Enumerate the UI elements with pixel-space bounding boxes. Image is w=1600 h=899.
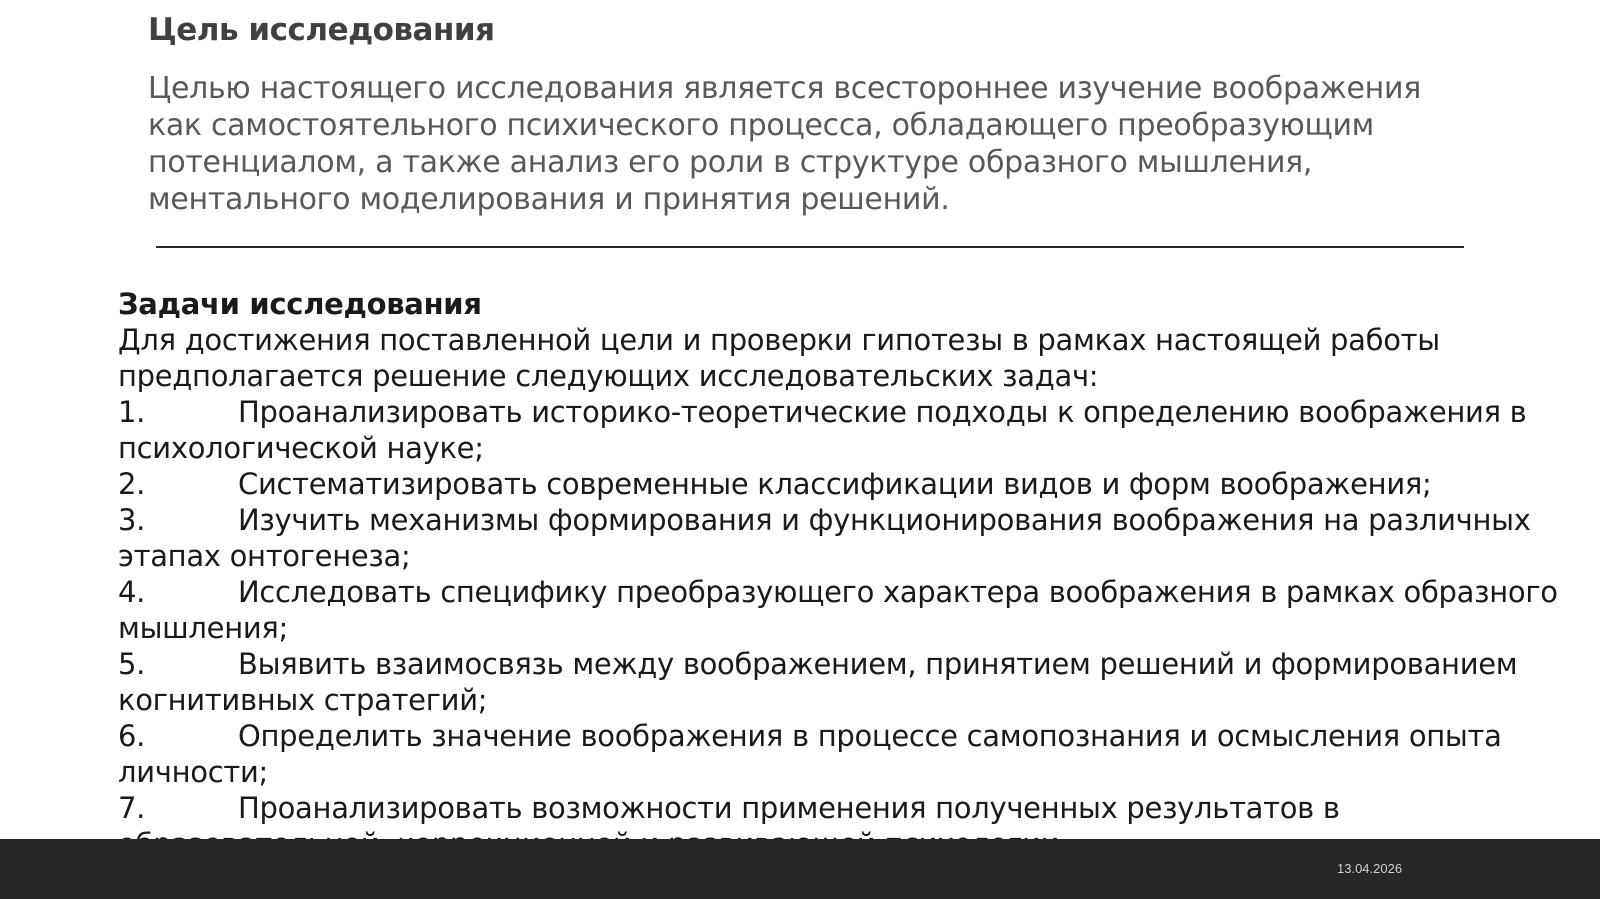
tasks-section xyxy=(118,286,1588,862)
task-text: Изучить механизмы формирования и функционирования воображения на различных xyxy=(238,503,1531,537)
task-text: Определить значение воображения в процессе самопознания и осмысления опыта xyxy=(238,719,1502,753)
task-text-continuation: этапах онтогенеза; xyxy=(118,539,411,573)
section-divider xyxy=(156,246,1464,248)
task-item-3 xyxy=(118,502,1588,574)
task-number: 3. xyxy=(118,503,146,537)
intro-line: предполагается решение следующих исследовательских задач: xyxy=(118,359,1099,393)
goal-paragraph xyxy=(148,70,1468,218)
goal-line: потенциалом, а также анализ его роли в структуре образного мышления, xyxy=(148,145,1313,180)
tasks-heading: Задачи исследования xyxy=(118,287,482,321)
footer-bar xyxy=(0,839,1600,899)
task-item-4 xyxy=(118,574,1588,646)
goal-line: ментального моделирования и принятия решений. xyxy=(148,182,950,217)
tasks-intro xyxy=(118,322,1588,394)
task-number: 5. xyxy=(118,647,146,681)
task-number: 4. xyxy=(118,575,146,609)
task-number: 2. xyxy=(118,467,146,501)
task-item-6 xyxy=(118,718,1588,790)
task-item-1 xyxy=(118,394,1588,466)
task-number: 7. xyxy=(118,791,146,825)
task-text: Проанализировать возможности применения полученных результатов в xyxy=(238,791,1340,825)
task-text-continuation: психологической науке; xyxy=(118,431,484,465)
task-text: Выявить взаимосвязь между воображением, принятием решений и формированием xyxy=(238,647,1518,681)
goal-line: как самостоятельного психического процесса, обладающего преобразующим xyxy=(148,108,1374,143)
intro-line: Для достижения поставленной цели и проверки гипотезы в рамках настоящей работы xyxy=(118,323,1440,357)
footer-date: 13.04.2026 xyxy=(1337,861,1403,876)
task-text-continuation: мышления; xyxy=(118,611,289,645)
task-text-continuation: когнитивных стратегий; xyxy=(118,683,488,717)
task-item-2 xyxy=(118,466,1588,502)
task-text: Систематизировать современные классификации видов и форм воображения; xyxy=(238,467,1432,501)
goal-line: Целью настоящего исследования является всестороннее изучение воображения xyxy=(148,71,1421,106)
task-text: Проанализировать историко-теоретические подходы к определению воображения в xyxy=(238,395,1527,429)
task-text: Исследовать специфику преобразующего характера воображения в рамках образного xyxy=(238,575,1558,609)
task-number: 1. xyxy=(118,395,146,429)
task-item-5 xyxy=(118,646,1588,718)
task-text-continuation: личности; xyxy=(118,755,268,789)
goal-heading: Цель исследования xyxy=(148,12,495,48)
task-number: 6. xyxy=(118,719,146,753)
